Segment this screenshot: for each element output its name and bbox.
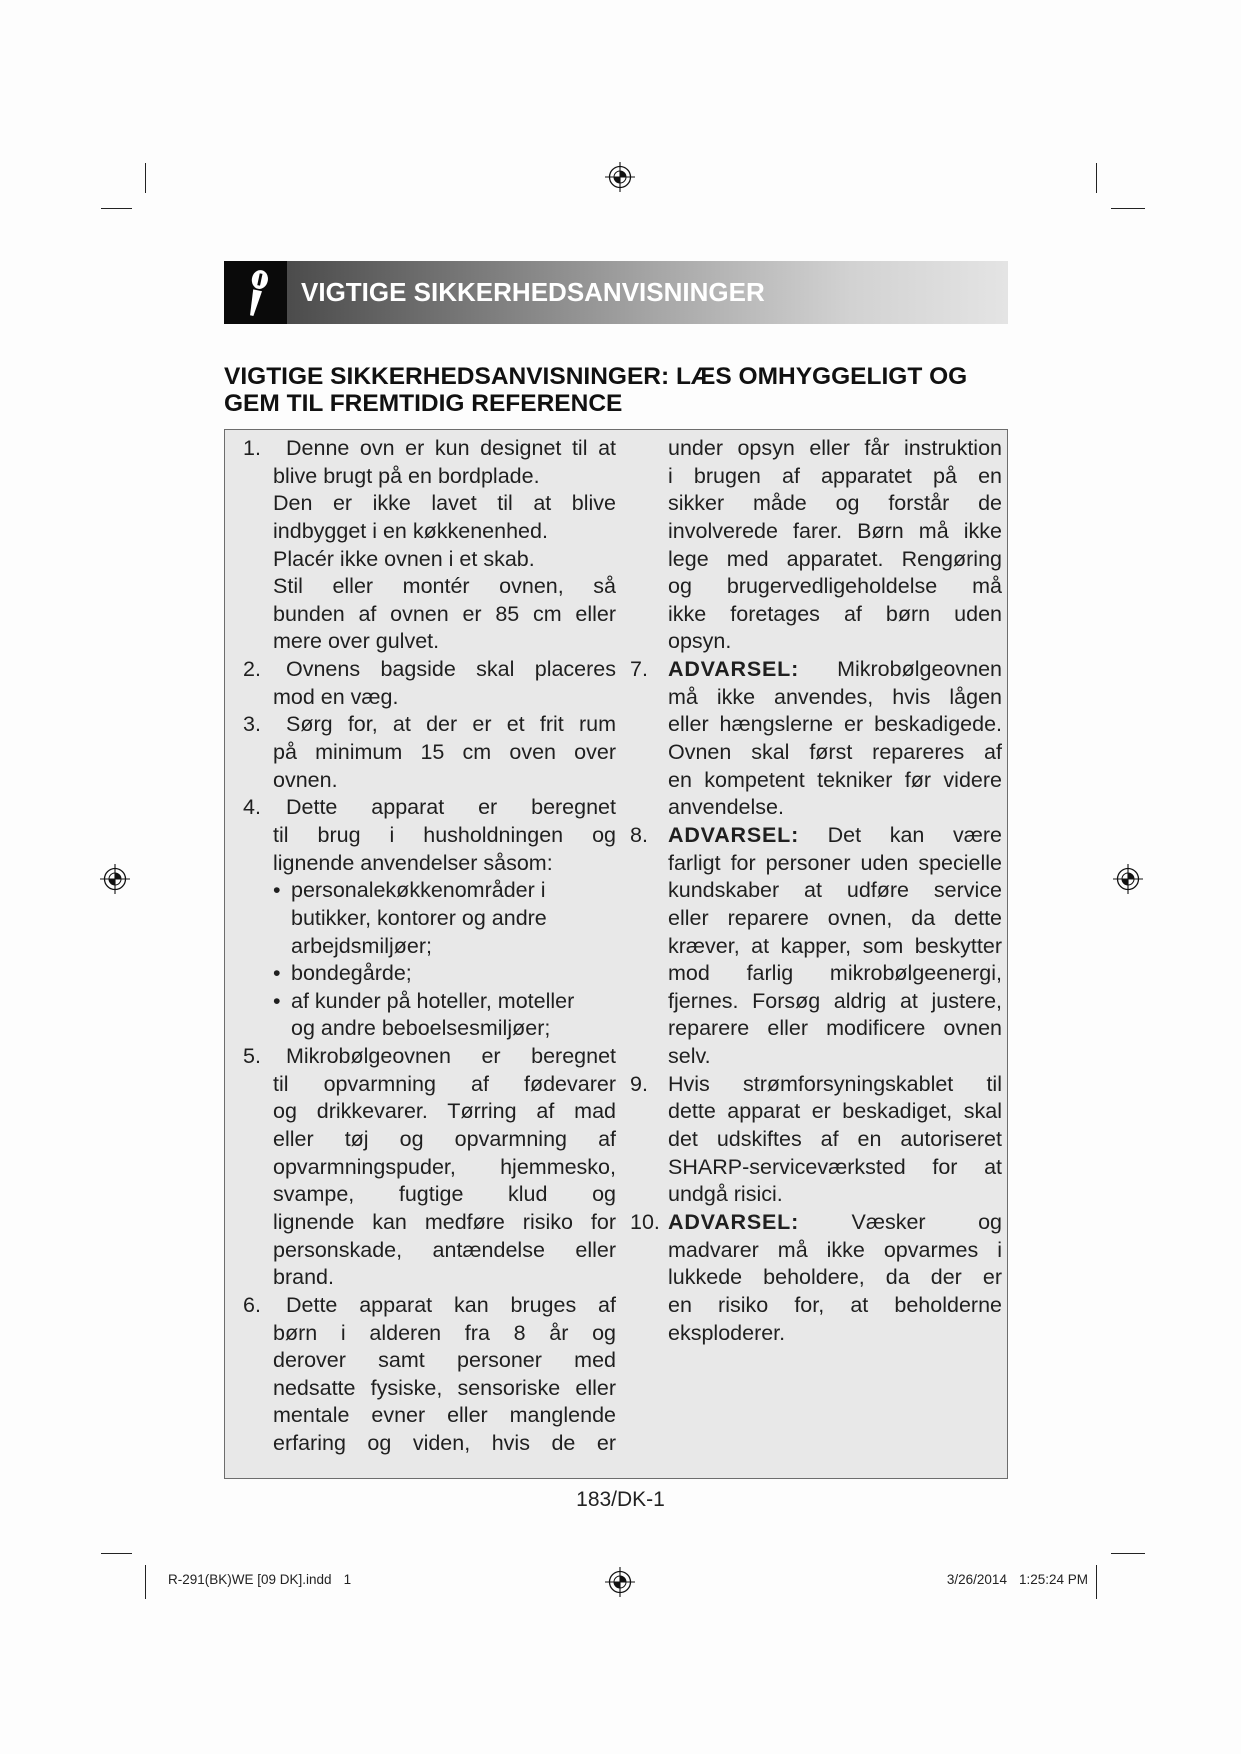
right-column [630, 435, 1002, 1347]
text-line [273, 1320, 616, 1348]
item-number: 10. [630, 1209, 660, 1234]
text-line [273, 960, 616, 988]
text-line [273, 1154, 616, 1182]
line-text: det udskiftes af en autoriseret [668, 1127, 1002, 1152]
line-text: bondegårde; [291, 961, 412, 986]
line-text: Stil eller montér ovnen, så [273, 574, 616, 599]
line-text: og drikkevarer. Tørring af mad [273, 1099, 616, 1124]
line-text: Ovnen skal først repareres af [668, 740, 1002, 765]
text-line [273, 1375, 616, 1403]
line-text: mentale evner eller manglende [273, 1403, 616, 1428]
slug-time: 1:25:24 PM [1018, 1572, 1088, 1587]
line-text: Hvis strømforsyningskablet til [668, 1071, 1002, 1096]
line-text: børn i alderen fra 8 år og [273, 1320, 616, 1345]
text-line [273, 933, 616, 961]
line-text: ovnen. [273, 767, 338, 792]
registration-mark-icon [605, 1567, 635, 1597]
text-line [668, 1181, 1002, 1209]
line-text: sikker måde og forstår de [668, 491, 1002, 516]
text-line [273, 573, 616, 601]
item-number: 5. [243, 1044, 261, 1069]
text-line [668, 1237, 1002, 1265]
text-line [668, 463, 1002, 491]
item-number: 9. [630, 1071, 648, 1096]
line-text: opvarmningspuder, hjemmesko, [273, 1154, 616, 1179]
heading-line: VIGTIGE SIKKERHEDSANVISNINGER: LÆS OMHYGGELIGT OG [224, 363, 968, 390]
line-text: lignende anvendelser såsom: [273, 850, 553, 875]
text-line [273, 767, 616, 795]
line-text: arbejdsmiljøer; [291, 933, 432, 958]
text-line [668, 933, 1002, 961]
text-line [668, 1320, 1002, 1348]
registration-mark-icon [605, 162, 635, 192]
crop-mark [1111, 1553, 1145, 1554]
bullet-symbol: • [273, 878, 281, 903]
line-text: blive brugt på en bordplade. [273, 463, 540, 488]
line-text: Sørg for, at der er et frit rum [286, 712, 616, 737]
line-text: af kunder på hoteller, moteller [291, 988, 575, 1013]
line-text: til brug i husholdningen og [273, 822, 616, 847]
text-line [273, 684, 616, 712]
text-line [243, 1043, 616, 1071]
line-text: Placér ikke ovnen i et skab. [273, 546, 535, 571]
text-line [668, 546, 1002, 574]
crop-mark [145, 1565, 146, 1599]
list-item-9 [630, 1071, 1002, 1209]
text-line [273, 1347, 616, 1375]
list-item-2 [243, 656, 616, 711]
item-number: 8. [630, 822, 648, 847]
text-line [273, 1098, 616, 1126]
text-line [668, 1292, 1002, 1320]
text-line [668, 1098, 1002, 1126]
text-line [668, 850, 1002, 878]
line-text: opsyn. [668, 629, 732, 654]
registration-mark-icon [100, 864, 130, 894]
bullet-symbol: • [273, 961, 281, 986]
line-text: svampe, fugtige klud og [273, 1182, 616, 1207]
line-text: brand. [273, 1265, 334, 1290]
text-line [273, 1264, 616, 1292]
line-text: involverede farer. Børn må ikke [668, 518, 1002, 543]
line-text: Dette apparat er beregnet [286, 795, 616, 820]
text-line [668, 767, 1002, 795]
page-heading [224, 363, 967, 417]
line-text: SHARP-serviceværksted for at [668, 1154, 1002, 1179]
text-line [668, 988, 1002, 1016]
text-line [273, 850, 616, 878]
text-line [668, 794, 1002, 822]
line-text: fjernes. Forsøg aldrig at justere, [668, 988, 1002, 1013]
line-text: indbygget i en køkkenenhed. [273, 518, 548, 543]
text-line [243, 1292, 616, 1320]
crop-mark [101, 208, 132, 209]
list-item-5 [243, 1043, 616, 1292]
text-line [630, 656, 1002, 684]
line-text: lukkede beholdere, da der er [668, 1265, 1002, 1290]
line-text: butikker, kontorer og andre [291, 905, 547, 930]
text-line [668, 518, 1002, 546]
section-banner [224, 261, 1008, 324]
text-line [273, 739, 616, 767]
line-text: mod farlig mikrobølgeenergi, [668, 961, 1002, 986]
line-text: på minimum 15 cm oven over [273, 740, 616, 765]
item-number: 6. [243, 1292, 261, 1317]
line-text: eller tøj og opvarmning af [273, 1127, 616, 1152]
crop-mark [145, 163, 146, 193]
text-line [273, 1071, 616, 1099]
line-text: under opsyn eller får instruktion [668, 436, 1002, 460]
line-text: madvarer må ikke opvarmes i [668, 1237, 1002, 1262]
line-text: kræver, at kapper, som beskytter [668, 933, 1002, 958]
text-line [273, 1181, 616, 1209]
list-item-10 [630, 1209, 1002, 1347]
list-item-4 [243, 794, 616, 1043]
crop-mark [1096, 1565, 1097, 1599]
line-text: til opvarmning af fødevarer [273, 1071, 616, 1096]
line-text: undgå risici. [668, 1182, 783, 1207]
warning-label: ADVARSEL: [668, 822, 800, 847]
line-text: må ikke anvendes, hvis lågen [668, 684, 1002, 709]
text-line [243, 435, 616, 463]
line-text: en kompetent tekniker før videre [668, 767, 1002, 792]
line-text: selv. [668, 1044, 711, 1069]
text-line [668, 435, 1002, 463]
text-line [273, 1015, 616, 1043]
text-line [630, 1209, 1002, 1237]
text-line [273, 518, 616, 546]
line-text: derover samt personer med [273, 1348, 616, 1373]
text-line [668, 684, 1002, 712]
registration-mark-icon [1113, 864, 1143, 894]
text-line [668, 573, 1002, 601]
exclamation-icon [224, 261, 287, 324]
text-line [273, 546, 616, 574]
text-line [273, 463, 616, 491]
line-text: erfaring og viden, hvis de er [273, 1431, 616, 1456]
crop-mark [101, 1553, 132, 1554]
text-line [630, 1071, 1002, 1099]
list-item-continuation [668, 435, 1002, 656]
text-line [668, 1043, 1002, 1071]
crop-mark [1111, 208, 1145, 209]
line-text: kundskaber at udføre service [668, 878, 1002, 903]
slug-date: 3/26/2014 [946, 1572, 1007, 1587]
banner-title: VIGTIGE SIKKERHEDSANVISNINGER [301, 277, 765, 307]
line-text: nedsatte fysiske, sensoriske eller [273, 1375, 616, 1400]
line-text: personalekøkkenområder i [291, 878, 546, 903]
text-line [668, 905, 1002, 933]
text-line [273, 1237, 616, 1265]
text-line [273, 490, 616, 518]
item-number: 2. [243, 657, 261, 682]
item-number: 3. [243, 712, 261, 737]
item-number: 1. [243, 436, 261, 460]
text-line [668, 960, 1002, 988]
text-line [273, 628, 616, 656]
line-text: eksploderer. [668, 1320, 786, 1345]
text-line [273, 1126, 616, 1154]
text-line [668, 490, 1002, 518]
text-line [668, 739, 1002, 767]
text-line [668, 877, 1002, 905]
text-line [668, 601, 1002, 629]
line-text: ikke foretages af børn uden [668, 601, 1002, 626]
warning-label: ADVARSEL: [668, 1209, 800, 1234]
line-text: eller hængslerne er beskadigede. [668, 712, 1002, 737]
item-number: 7. [630, 657, 648, 682]
text-line [243, 711, 616, 739]
line-text: i brugen af apparatet på en [668, 463, 1002, 488]
text-line [668, 1154, 1002, 1182]
line-text: personskade, antændelse eller [273, 1237, 616, 1262]
left-column [243, 435, 616, 1458]
text-line [243, 794, 616, 822]
bullet-item [273, 877, 616, 960]
text-line [668, 1015, 1002, 1043]
text-line [273, 988, 616, 1016]
bullet-item [273, 960, 616, 988]
slug-page: 1 [343, 1572, 352, 1587]
line-text: Den er ikke lavet til at blive [273, 491, 616, 516]
bullet-symbol: • [273, 988, 281, 1013]
crop-mark [1096, 163, 1097, 193]
line-text: Ovnens bagside skal placeres [286, 657, 616, 682]
slug-file-info [168, 1571, 351, 1589]
slug-timestamp [947, 1571, 1088, 1589]
line-text: Væsker og [851, 1209, 1002, 1234]
list-item-8 [630, 822, 1002, 1071]
list-item-1 [243, 435, 616, 656]
page-number: 183/DK-1 [576, 1488, 665, 1511]
line-text: anvendelse. [668, 795, 784, 820]
line-text: lege med apparatet. Rengøring [668, 546, 1002, 571]
line-text: Mikrobølgeovnen [837, 657, 1002, 682]
text-line [273, 1402, 616, 1430]
line-text: dette apparat er beskadiget, skal [668, 1099, 1002, 1124]
text-line [668, 628, 1002, 656]
bullet-item [273, 988, 616, 1043]
item-number: 4. [243, 795, 261, 820]
text-line [273, 1430, 616, 1458]
line-text: mod en væg. [273, 684, 399, 709]
text-line [273, 905, 616, 933]
text-line [668, 1264, 1002, 1292]
line-text: farligt for personer uden specielle [668, 850, 1002, 875]
heading-line: GEM TIL FREMTIDIG REFERENCE [224, 390, 623, 417]
line-text: bunden af ovnen er 85 cm eller [273, 601, 616, 626]
text-line [668, 711, 1002, 739]
line-text: Denne ovn er kun designet til at [286, 436, 616, 460]
list-item-6 [243, 1292, 616, 1458]
text-line [273, 877, 616, 905]
text-line [668, 1126, 1002, 1154]
line-text: Det kan være [827, 822, 1002, 847]
list-item-3 [243, 711, 616, 794]
list-item-7 [630, 656, 1002, 822]
text-line [630, 822, 1002, 850]
line-text: reparere eller modificere ovnen [668, 1016, 1002, 1041]
warning-label: ADVARSEL: [668, 657, 800, 682]
text-line [273, 601, 616, 629]
line-text: Dette apparat kan bruges af [286, 1292, 616, 1317]
text-line [273, 822, 616, 850]
text-line [243, 656, 616, 684]
line-text: og andre beboelsesmiljøer; [291, 1016, 551, 1041]
line-text: Mikrobølgeovnen er beregnet [286, 1044, 616, 1069]
line-text: og brugervedligeholdelse må [668, 574, 1002, 599]
text-line [273, 1209, 616, 1237]
line-text: mere over gulvet. [273, 629, 440, 654]
line-text: en risiko for, at beholderne [668, 1292, 1002, 1317]
line-text: eller reparere ovnen, da dette [668, 905, 1002, 930]
slug-file-name: R-291(BK)WE [09 DK].indd [168, 1572, 332, 1587]
line-text: lignende kan medføre risiko for [273, 1209, 616, 1234]
